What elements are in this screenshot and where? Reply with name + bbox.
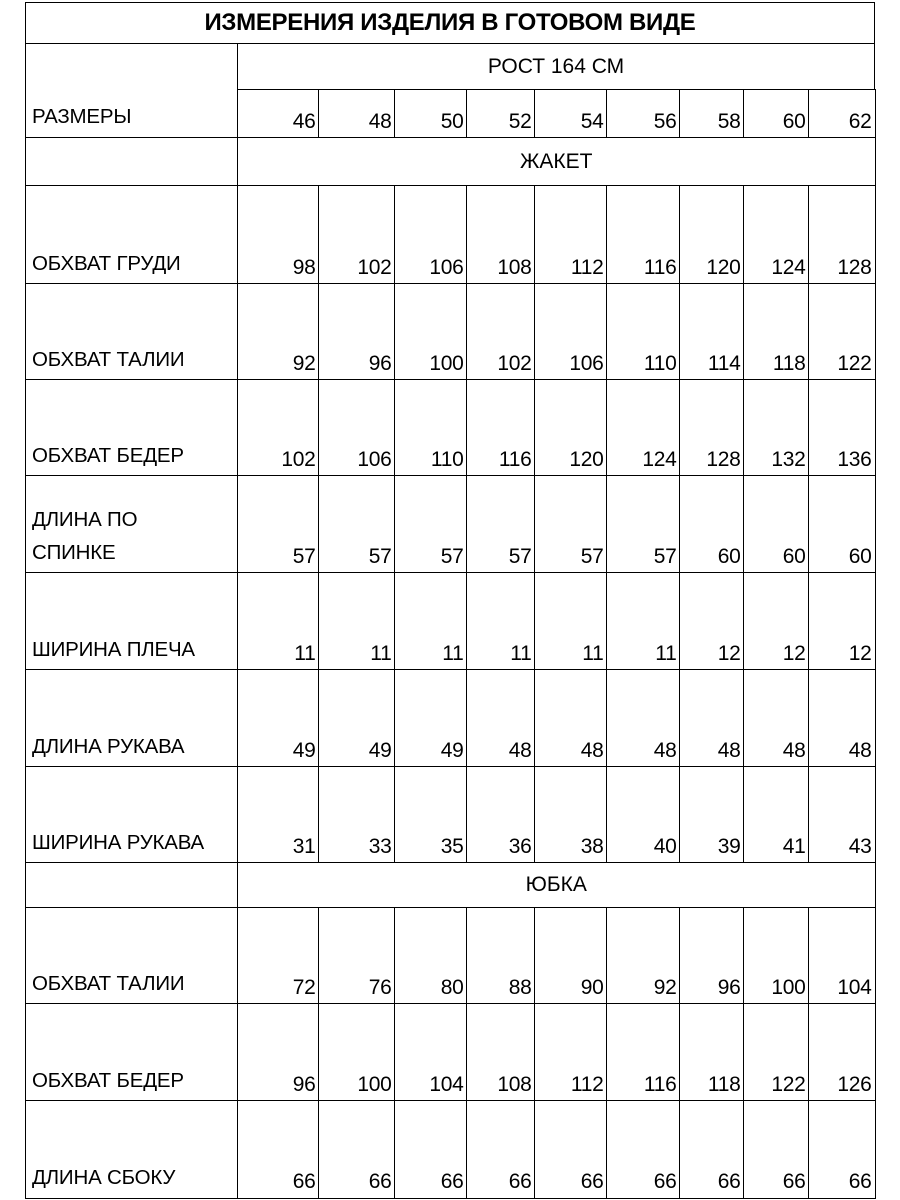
measurement-value: 49 — [292, 738, 316, 762]
measurement-value: 122 — [771, 1072, 806, 1096]
size-value: 52 — [508, 109, 532, 133]
measurement-value: 88 — [508, 975, 532, 999]
measurement-value: 96 — [717, 975, 741, 999]
value-cell — [318, 766, 396, 864]
measurement-value: 66 — [717, 1169, 741, 1193]
size-value: 56 — [653, 109, 677, 133]
value-cell — [808, 475, 876, 574]
value-cell — [679, 1003, 745, 1102]
row-label — [32, 1064, 184, 1097]
size-header-cell — [466, 89, 536, 139]
measurement-value: 39 — [717, 834, 741, 858]
value-cell — [743, 1100, 810, 1199]
value-cell — [679, 185, 745, 285]
measurement-value: 49 — [440, 738, 464, 762]
value-cell — [237, 669, 320, 768]
measurement-value: 126 — [837, 1072, 872, 1096]
value-cell — [466, 572, 536, 671]
measurement-value: 114 — [707, 351, 741, 375]
measurement-value: 12 — [848, 641, 872, 665]
value-cell — [394, 379, 468, 477]
value-cell — [237, 379, 320, 477]
measurement-value: 57 — [653, 544, 677, 568]
value-cell — [679, 766, 745, 864]
measurement-value: 98 — [292, 255, 316, 279]
measurement-value: 41 — [782, 834, 806, 858]
measurement-value: 49 — [368, 738, 392, 762]
measurement-value: 60 — [782, 544, 806, 568]
value-cell — [318, 475, 396, 574]
measurement-value: 11 — [442, 641, 464, 665]
row-label-cell — [25, 907, 239, 1005]
row-label-cell — [25, 1100, 239, 1199]
value-cell — [237, 185, 320, 285]
measurement-value: 66 — [580, 1169, 604, 1193]
value-cell — [679, 572, 745, 671]
value-cell — [606, 283, 681, 381]
measurement-value: 106 — [569, 351, 604, 375]
value-cell — [394, 572, 468, 671]
value-cell — [743, 283, 810, 381]
measurement-value: 124 — [642, 447, 677, 471]
size-value: 46 — [292, 109, 316, 133]
row-label-text: ШИРИНА ПЛЕЧА — [32, 637, 195, 661]
measurement-value: 76 — [368, 975, 392, 999]
measurement-value: 66 — [440, 1169, 464, 1193]
value-cell — [237, 766, 320, 864]
value-cell — [534, 572, 608, 671]
row-label-cell — [25, 1003, 239, 1102]
value-cell — [808, 1100, 876, 1199]
size-header-cell — [743, 89, 810, 139]
measurement-value: 11 — [655, 641, 677, 665]
measurement-value: 104 — [429, 1072, 464, 1096]
size-value: 50 — [440, 109, 464, 133]
value-cell — [394, 1100, 468, 1199]
measurement-value: 96 — [292, 1072, 316, 1096]
row-label-text: ОБХВАТ ТАЛИИ — [32, 971, 185, 995]
value-cell — [808, 766, 876, 864]
measurement-value: 57 — [292, 544, 316, 568]
row-label-cell — [25, 669, 239, 768]
value-cell — [318, 572, 396, 671]
measurement-value: 66 — [508, 1169, 532, 1193]
value-cell — [466, 907, 536, 1005]
measurement-value: 102 — [281, 447, 316, 471]
value-cell — [679, 669, 745, 768]
size-header-cell — [237, 89, 320, 139]
value-cell — [466, 283, 536, 381]
measurement-value: 66 — [653, 1169, 677, 1193]
row-label-line: СПИНКЕ — [32, 540, 116, 564]
size-value: 48 — [368, 109, 392, 133]
value-cell — [534, 379, 608, 477]
value-cell — [237, 475, 320, 574]
measurement-value: 110 — [643, 351, 677, 375]
measurement-value: 66 — [848, 1169, 872, 1193]
row-label — [32, 1161, 175, 1194]
size-header-cell — [534, 89, 608, 139]
measurement-value: 11 — [370, 641, 392, 665]
measurement-value: 35 — [440, 834, 464, 858]
measurement-value: 33 — [368, 834, 392, 858]
measurement-value: 112 — [570, 1072, 604, 1096]
value-cell — [808, 669, 876, 768]
value-cell — [534, 475, 608, 574]
measurement-value: 92 — [292, 351, 316, 375]
measurement-value: 128 — [837, 255, 872, 279]
measurement-value: 132 — [771, 447, 806, 471]
measurement-value: 48 — [717, 738, 741, 762]
size-header-cell — [808, 89, 876, 139]
value-cell — [237, 283, 320, 381]
value-cell — [606, 475, 681, 574]
measurement-value: 122 — [837, 351, 872, 375]
measurement-value: 118 — [707, 1072, 741, 1096]
measurement-value: 124 — [771, 255, 806, 279]
table-title: ИЗМЕРЕНИЯ ИЗДЕЛИЯ В ГОТОВОМ ВИДЕ — [25, 2, 875, 44]
value-cell — [743, 185, 810, 285]
measurement-value: 38 — [580, 834, 604, 858]
value-cell — [394, 283, 468, 381]
measurement-value: 66 — [368, 1169, 392, 1193]
value-cell — [534, 907, 608, 1005]
measurement-value: 48 — [848, 738, 872, 762]
value-cell — [466, 1003, 536, 1102]
value-cell — [606, 766, 681, 864]
measurement-value: 102 — [357, 255, 392, 279]
value-cell — [237, 907, 320, 1005]
value-cell — [679, 283, 745, 381]
measurement-value: 108 — [497, 1072, 532, 1096]
row-label — [32, 439, 184, 472]
row-label — [32, 826, 204, 859]
measurement-value: 116 — [643, 1072, 677, 1096]
row-label-cell — [25, 572, 239, 671]
measurement-value: 110 — [430, 447, 464, 471]
measurement-value: 48 — [580, 738, 604, 762]
row-label-text: ОБХВАТ БЕДЕР — [32, 443, 184, 467]
value-cell — [679, 1100, 745, 1199]
value-cell — [743, 379, 810, 477]
value-cell — [743, 907, 810, 1005]
measurement-value: 120 — [569, 447, 604, 471]
row-label-text: ДЛИНА СБОКУ — [32, 1165, 176, 1189]
value-cell — [237, 572, 320, 671]
value-cell — [466, 669, 536, 768]
measurement-value: 100 — [357, 1072, 392, 1096]
size-header-cell — [318, 89, 396, 139]
section-header-blank — [25, 137, 239, 187]
value-cell — [394, 907, 468, 1005]
value-cell — [743, 475, 810, 574]
measurement-value: 12 — [782, 641, 806, 665]
row-label — [32, 343, 184, 376]
value-cell — [466, 766, 536, 864]
size-value: 60 — [782, 109, 806, 133]
size-header-cell — [606, 89, 681, 139]
value-cell — [534, 766, 608, 864]
value-cell — [743, 1003, 810, 1102]
value-cell — [466, 379, 536, 477]
value-cell — [534, 1003, 608, 1102]
value-cell — [743, 572, 810, 671]
measurement-value: 12 — [717, 641, 741, 665]
size-value: 58 — [717, 109, 741, 133]
row-label — [32, 247, 181, 280]
measurement-value: 120 — [706, 255, 741, 279]
section-title: ЮБКА — [237, 862, 876, 909]
sizes-label: РАЗМЕРЫ — [32, 105, 132, 128]
value-cell — [534, 283, 608, 381]
value-cell — [808, 379, 876, 477]
measurement-value: 57 — [580, 544, 604, 568]
value-cell — [534, 1100, 608, 1199]
value-cell — [606, 572, 681, 671]
value-cell — [318, 669, 396, 768]
measurement-value: 90 — [580, 975, 604, 999]
measurement-value: 43 — [848, 834, 872, 858]
measurement-value: 57 — [368, 544, 392, 568]
value-cell — [394, 766, 468, 864]
measurement-value: 57 — [508, 544, 532, 568]
measurement-value: 106 — [429, 255, 464, 279]
value-cell — [606, 907, 681, 1005]
measurement-value: 100 — [429, 351, 464, 375]
measurement-value: 92 — [653, 975, 677, 999]
value-cell — [808, 572, 876, 671]
row-label-text: ОБХВАТ БЕДЕР — [32, 1068, 184, 1092]
measurement-value: 118 — [772, 351, 806, 375]
measurement-value: 116 — [643, 255, 677, 279]
value-cell — [606, 379, 681, 477]
value-cell — [679, 907, 745, 1005]
measurement-value: 57 — [440, 544, 464, 568]
value-cell — [318, 907, 396, 1005]
measurement-value: 11 — [294, 641, 316, 665]
value-cell — [808, 1003, 876, 1102]
value-cell — [606, 1003, 681, 1102]
measurement-value: 11 — [582, 641, 604, 665]
row-label — [32, 503, 137, 569]
measurement-value: 60 — [717, 544, 741, 568]
measurement-value: 104 — [837, 975, 872, 999]
value-cell — [318, 1003, 396, 1102]
value-cell — [394, 669, 468, 768]
row-label-text: ШИРИНА РУКАВА — [32, 830, 205, 854]
value-cell — [318, 283, 396, 381]
row-label-cell — [25, 766, 239, 864]
measurement-value: 80 — [440, 975, 464, 999]
value-cell — [394, 1003, 468, 1102]
value-cell — [237, 1003, 320, 1102]
value-cell — [534, 669, 608, 768]
value-cell — [808, 185, 876, 285]
row-label-cell — [25, 475, 239, 574]
measurement-value: 72 — [292, 975, 316, 999]
value-cell — [318, 185, 396, 285]
measurement-value: 136 — [837, 447, 872, 471]
measurement-value: 48 — [782, 738, 806, 762]
value-cell — [679, 475, 745, 574]
measurement-value: 112 — [570, 255, 604, 279]
value-cell — [318, 379, 396, 477]
value-cell — [466, 185, 536, 285]
measurement-value: 96 — [368, 351, 392, 375]
measurement-value: 66 — [292, 1169, 316, 1193]
measurement-value: 40 — [653, 834, 677, 858]
value-cell — [606, 669, 681, 768]
row-label-line: ДЛИНА ПО — [32, 507, 138, 531]
measurement-value: 102 — [497, 351, 532, 375]
row-label — [32, 730, 184, 763]
row-label-text: ОБХВАТ ГРУДИ — [32, 251, 181, 275]
row-label — [32, 633, 195, 666]
section-header-blank — [25, 862, 239, 909]
sizes-label-cell — [25, 43, 238, 138]
row-label-text: ОБХВАТ ТАЛИИ — [32, 347, 185, 371]
section-title: ЖАКЕТ — [237, 137, 876, 187]
size-header-cell — [394, 89, 468, 139]
size-value: 62 — [848, 109, 872, 133]
value-cell — [237, 1100, 320, 1199]
row-label-text: ДЛИНА РУКАВА — [32, 734, 185, 758]
size-value: 54 — [580, 109, 604, 133]
measurement-value: 106 — [357, 447, 392, 471]
value-cell — [743, 766, 810, 864]
value-cell — [318, 1100, 396, 1199]
measurement-value: 31 — [292, 834, 316, 858]
row-label — [32, 967, 184, 1000]
value-cell — [606, 185, 681, 285]
value-cell — [808, 907, 876, 1005]
measurement-value: 116 — [498, 447, 532, 471]
size-header-cell — [679, 89, 745, 139]
value-cell — [743, 669, 810, 768]
row-label-cell — [25, 379, 239, 477]
value-cell — [394, 185, 468, 285]
measurement-value: 108 — [497, 255, 532, 279]
value-cell — [466, 475, 536, 574]
measurement-value: 11 — [510, 641, 532, 665]
measurement-value: 48 — [508, 738, 532, 762]
measurement-value: 60 — [848, 544, 872, 568]
row-label-cell — [25, 185, 239, 285]
value-cell — [679, 379, 745, 477]
measurement-value: 128 — [706, 447, 741, 471]
measurement-value: 36 — [508, 834, 532, 858]
measurement-value: 66 — [782, 1169, 806, 1193]
value-cell — [606, 1100, 681, 1199]
value-cell — [394, 475, 468, 574]
row-label-cell — [25, 283, 239, 381]
value-cell — [808, 283, 876, 381]
measurement-value: 48 — [653, 738, 677, 762]
measurement-value: 100 — [771, 975, 806, 999]
value-cell — [466, 1100, 536, 1199]
height-label: РОСТ 164 СМ — [237, 43, 875, 90]
value-cell — [534, 185, 608, 285]
